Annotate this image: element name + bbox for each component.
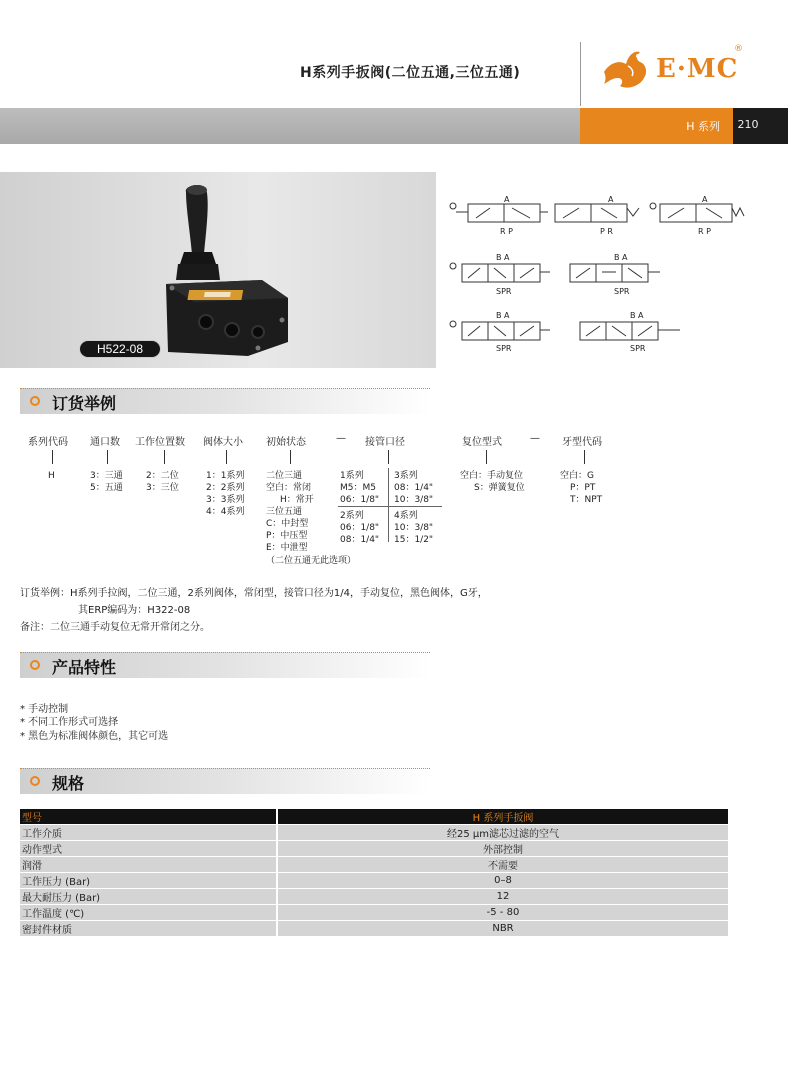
spec-table — [20, 808, 728, 937]
order-option: 3：三通 — [90, 471, 123, 481]
symbol-port-label: B A — [496, 311, 510, 320]
model-tag: H522-08 — [79, 340, 161, 358]
pipe-option: 08：1/4" — [340, 535, 380, 545]
pipe-grid-hline — [338, 506, 442, 507]
section-bullet-icon — [30, 660, 40, 670]
symbol-port-label: P R — [600, 227, 613, 236]
order-tick — [52, 450, 53, 464]
symbol-port-label: A — [702, 195, 708, 204]
header-divider — [580, 42, 581, 106]
registered-mark: ® — [734, 44, 743, 54]
spec-value: NBR — [278, 921, 728, 936]
pipe-option: 2系列 — [340, 511, 364, 521]
order-option: 1：1系列 — [206, 471, 245, 481]
section-spec-header — [20, 768, 430, 794]
order-option: 二位三通 — [266, 471, 303, 481]
brand-logo — [596, 40, 756, 100]
order-option: 3：3系列 — [206, 495, 245, 505]
pipe-option: 4系列 — [394, 511, 418, 521]
symbol-port-label: B A — [496, 253, 510, 262]
spec-key: 密封件材质 — [20, 921, 276, 936]
order-tick — [584, 450, 585, 464]
order-option: P：中压型 — [266, 531, 308, 541]
order-option: 4：4系列 — [206, 507, 245, 517]
order-header: 工作位置数 — [135, 437, 185, 448]
order-option: P：PT — [570, 483, 596, 493]
order-option: E：中泄型 — [266, 543, 308, 553]
order-header: 通口数 — [90, 437, 120, 448]
spec-key: 动作型式 — [20, 841, 276, 856]
symbol-port-label: SPR — [614, 287, 630, 296]
order-header: 初始状态 — [266, 437, 306, 448]
symbol-port-label: SPR — [630, 344, 646, 353]
logo-wordmark: E·MC — [656, 54, 739, 84]
valve-symbols — [440, 190, 760, 360]
pipe-option: 10：3/8" — [394, 495, 434, 505]
symbols-drawing — [440, 190, 760, 360]
symbol-port-label: R P — [698, 227, 711, 236]
section-features-title: 产品特性 — [52, 658, 117, 677]
feature-item: * 不同工作形式可选择 — [20, 717, 119, 728]
spec-value: 经25 μm滤芯过滤的空气 — [278, 825, 728, 840]
spec-key: 工作介质 — [20, 825, 276, 840]
spec-key: 工作压力 (Bar) — [20, 873, 276, 888]
section-order-header — [20, 388, 430, 414]
order-tick — [486, 450, 487, 464]
order-separator: — — [336, 433, 346, 444]
feature-item: * 黑色为标准阀体颜色，其它可选 — [20, 731, 169, 742]
symbol-port-label: SPR — [496, 344, 512, 353]
pipe-option: 15：1/2" — [394, 535, 434, 545]
pipe-option: M5：M5 — [340, 483, 376, 493]
pipe-grid-vline — [388, 468, 389, 542]
spec-row — [20, 841, 728, 856]
spec-value: 不需要 — [278, 857, 728, 872]
order-option: T：NPT — [570, 495, 603, 505]
order-option: 5：五通 — [90, 483, 123, 493]
order-option: 空白：G — [560, 471, 594, 481]
series-label: H 系列 — [686, 120, 720, 133]
spec-value: 12 — [278, 889, 728, 904]
order-erp-code: 其ERP编码为：H322-08 — [78, 605, 191, 616]
pipe-option: 06：1/8" — [340, 523, 380, 533]
order-note: （二位五通无此选项） — [266, 556, 357, 566]
order-header: 接管口径 — [365, 437, 405, 448]
spec-key: 工作温度 (℃) — [20, 905, 276, 920]
order-header: 复位型式 — [462, 437, 502, 448]
order-option: 3：三位 — [146, 483, 179, 493]
section-spec-title: 规格 — [52, 774, 85, 793]
symbol-port-label: A — [608, 195, 614, 204]
order-option: H：常开 — [280, 495, 314, 505]
spec-value: 0–8 — [278, 873, 728, 888]
symbol-port-label: B A — [614, 253, 628, 262]
order-series-value: H — [48, 471, 55, 481]
symbol-port-label: SPR — [496, 287, 512, 296]
order-header: 系列代码 — [28, 437, 68, 448]
spec-key: 最大耐压力 (Bar) — [20, 889, 276, 904]
order-remark: 备注：二位三通手动复位无常开常闭之分。 — [20, 622, 210, 633]
pipe-option: 08：1/4" — [394, 483, 434, 493]
order-tick — [107, 450, 108, 464]
order-tick — [290, 450, 291, 464]
spec-row — [20, 825, 728, 840]
spec-value: 外部控制 — [278, 841, 728, 856]
order-option: C：中封型 — [266, 519, 309, 529]
order-tick — [164, 450, 165, 464]
pipe-option: 1系列 — [340, 471, 364, 481]
order-option: 空白：手动复位 — [460, 471, 524, 481]
spec-key: 型号 — [20, 809, 276, 824]
section-features-header — [20, 652, 430, 678]
order-header: 阀体大小 — [203, 437, 243, 448]
section-bullet-icon — [30, 776, 40, 786]
order-example: 订货举例：H系列手拉阀，二位三通，2系列阀体，常闭型，接管口径为1/4，手动复位，黑色阀体，G牙， — [20, 588, 488, 599]
feature-item: * 手动控制 — [20, 704, 69, 715]
spec-header-row — [20, 809, 728, 824]
symbol-port-label: B A — [630, 311, 644, 320]
page-number: 210 — [737, 118, 759, 131]
order-option: 空白：常闭 — [266, 483, 312, 493]
section-order-title: 订货举例 — [52, 394, 117, 413]
order-tick — [226, 450, 227, 464]
section-bullet-icon — [30, 396, 40, 406]
spec-row — [20, 873, 728, 888]
spec-row — [20, 857, 728, 872]
pipe-option: 06：1/8" — [340, 495, 380, 505]
order-option: 2：2系列 — [206, 483, 245, 493]
valve-illustration — [0, 172, 436, 368]
pipe-option: 3系列 — [394, 471, 418, 481]
spec-row — [20, 905, 728, 920]
rider-logo-icon — [598, 42, 654, 96]
order-option: 2：二位 — [146, 471, 179, 481]
symbol-port-label: A — [504, 195, 510, 204]
order-separator: — — [530, 433, 540, 444]
pipe-option: 10：3/8" — [394, 523, 434, 533]
symbol-port-label: R P — [500, 227, 513, 236]
product-photo — [0, 172, 436, 368]
spec-row — [20, 921, 728, 936]
order-option: S：弹簧复位 — [474, 483, 525, 493]
spec-row — [20, 889, 728, 904]
order-tick — [388, 450, 389, 464]
page-title: H系列手扳阀(二位五通,三位五通) — [300, 65, 521, 81]
spec-value: H 系列手扳阀 — [278, 809, 728, 824]
spec-key: 润滑 — [20, 857, 276, 872]
order-option: 三位五通 — [266, 507, 303, 517]
spec-value: -5 - 80 — [278, 905, 728, 920]
order-header: 牙型代码 — [562, 437, 602, 448]
